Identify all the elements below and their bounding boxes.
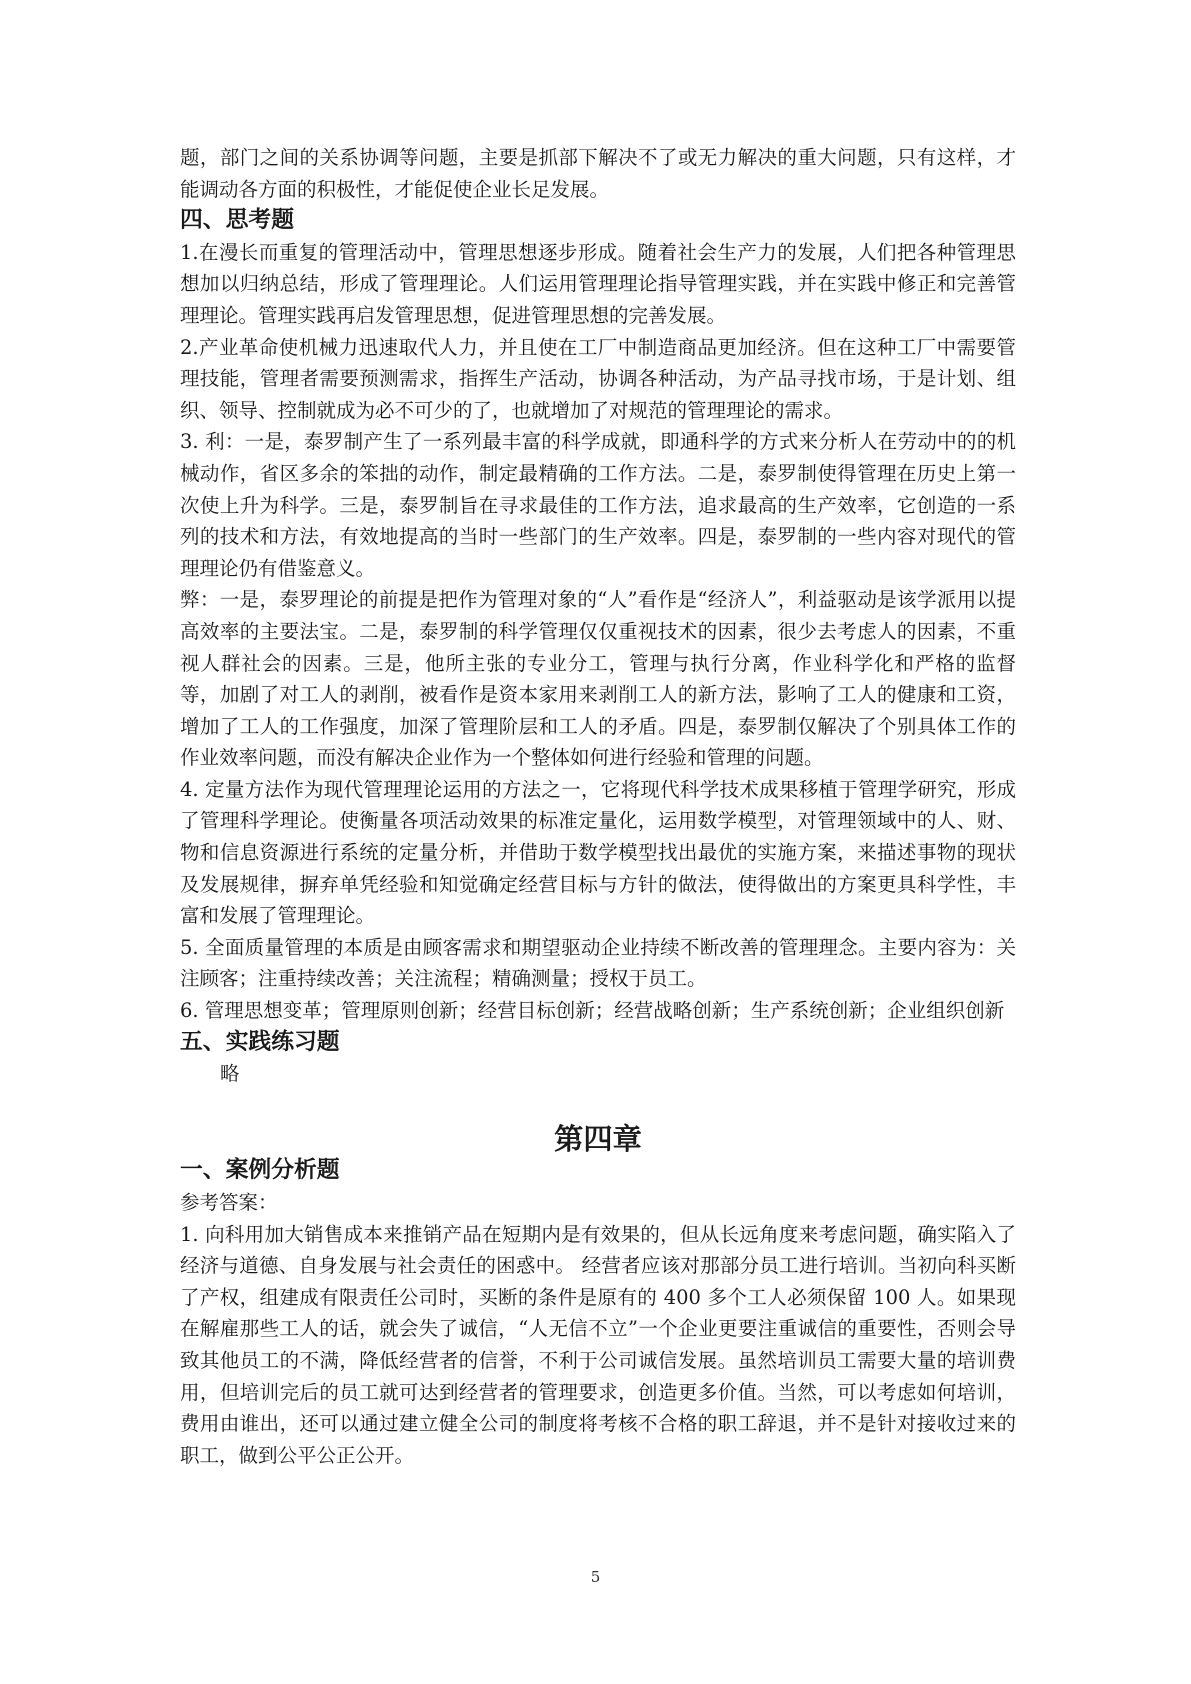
section-heading-case: 一、案例分析题	[180, 1157, 340, 1184]
answer-paragraph-3-pros: 3. 利：一是，泰罗制产生了一系列最丰富的科学成就，即通科学的方式来分析人在劳动中的的机械动作，省区多余的笨拙的动作，制定最精确的工作方法。二是，泰罗制使得管理在历史上第一次使上升为科学。三是，泰罗制旨在寻求最佳的工作方法，追求最高的生产效率，它创造的一系列的技术和方法，有效地提高的当时一些部门的生产效率。四是，泰罗制的一些内容对现代的管理理论仍有借鉴意义。	[180, 430, 1016, 580]
practice-content: 略	[220, 1062, 240, 1086]
case-answer-paragraph: 1. 向科用加大销售成本来推销产品在短期内是有效果的，但从长远角度来考虑问题，确实陷入了经济与道德、自身发展与社会责任的困惑中。 经营者应该对那部分员工进行培训。当初向科买断了产权，组建成有限责任公司时，买断的条件是原有的 400 多个工人必须保留 100 人。如果现在解雇那些工人的话，就会失了诚信，“人无信不立”一个企业更要注重诚信的重要性，否则会导致其他员工的不满，降低经营者的信誉，不利于公司诚信发展。虽然培训员工需要大量的培训费用，但培训完后的员工就可达到经营者的管理要求，创造更多价值。当然，可以考虑如何培训，费用由谁出，还可以通过建立健全公司的制度将考核不合格的职工辞退，并不是针对接收过来的职工，做到公平公正公开。	[180, 1222, 1016, 1467]
answer-paragraph-3-cons: 弊：一是，泰罗理论的前提是把作为管理对象的“人”看作是“经济人”，利益驱动是该学派用以提高效率的主要法宝。二是，泰罗制的科学管理仅仅重视技术的因素，很少去考虑人的因素，不重视人群社会的因素。三是，他所主张的专业分工，管理与执行分离，作业科学化和严格的监督等，加剧了对工人的剥削，被看作是资本家用来剥削工人的新方法，影响了工人的健康和工资，增加了工人的工作强度，加深了管理阶层和工人的矛盾。四是，泰罗制仅解决了个别具体工作的作业效率问题，而没有解决企业作为一个整体如何进行经验和管理的问题。	[180, 588, 1016, 770]
page-number: 5	[590, 1568, 601, 1586]
intro-paragraph: 题，部门之间的关系协调等问题，主要是抓部下解决不了或无力解决的重大问题，只有这样，才能调动各方面的积极性，才能促使企业长足发展。	[180, 146, 1016, 201]
answer-paragraph-1: 1.在漫长而重复的管理活动中，管理思想逐步形成。随着社会生产力的发展，人们把各种管理思想加以归纳总结，形成了管理理论。人们运用管理理论指导管理实践，并在实践中修正和完善管理理论。管理实践再启发管理思想，促进管理思想的完善发展。	[180, 240, 1016, 327]
section-heading-thinking: 四、思考题	[180, 207, 294, 234]
reference-answer-label: 参考答案：	[180, 1191, 278, 1214]
section-heading-practice: 五、实践练习题	[180, 1028, 340, 1055]
answer-paragraph-5: 5. 全面质量管理的本质是由顾客需求和期望驱动企业持续不断改善的管理理念。主要内容为：关注顾客；注重持续改善；关注流程；精确测量；授权于员工。	[180, 935, 1016, 991]
chapter-title: 第四章	[554, 1121, 642, 1156]
answer-paragraph-6: 6. 管理思想变革；管理原则创新；经营目标创新；经营战略创新；生产系统创新；企业组织创新	[180, 999, 1005, 1023]
answer-paragraph-2: 2.产业革命使机械力迅速取代人力，并且使在工厂中制造商品更加经济。但在这种工厂中需要管理技能，管理者需要预测需求，指挥生产活动，协调各种活动，为产品寻找市场，于是计划、组织、领导、控制就成为必不可少的了，也就增加了对规范的管理理论的需求。	[180, 335, 1016, 422]
document-page	[180, 142, 1016, 1471]
answer-paragraph-4: 4. 定量方法作为现代管理理论运用的方法之一，它将现代科学技术成果移植于管理学研究，形成了管理科学理论。使衡量各项活动效果的标准定量化，运用数学模型，对管理领域中的人、财、物和信息资源进行系统的定量分析，并借助于数学模型找出最优的实施方案，来描述事物的现状及发展规律，摒弃单凭经验和知觉确定经营目标与方针的做法，使得做出的方案更具科学性，丰富和发展了管理理论。	[180, 777, 1016, 928]
